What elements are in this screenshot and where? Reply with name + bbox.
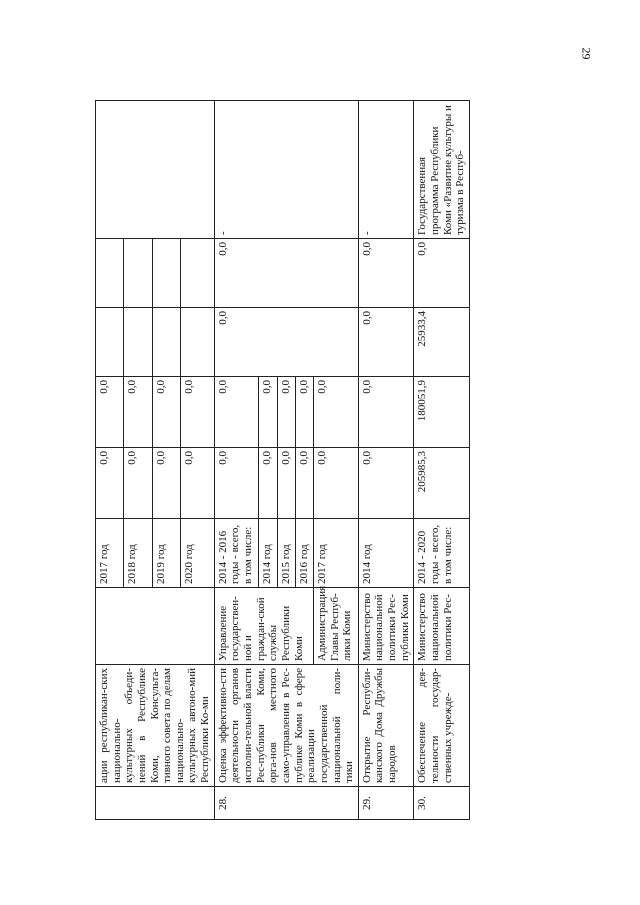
dash-cell: - [214,101,358,239]
value-cell: 0,0 [180,448,214,519]
value-cell: 0,0 [180,377,214,448]
value-cell: 0,0 [96,377,124,448]
row-30-executor: Министерство национальной политики Рес- [414,588,470,665]
value-cell: 0,0 [124,448,152,519]
value-cell: 0,0 [214,239,358,308]
value-cell: 205985,3 [414,448,470,519]
year-cell: 2019 год [152,519,180,588]
value-cell: 0,0 [295,448,313,519]
table-row [214,101,259,820]
value-cell: 25933,4 [414,308,470,377]
value-cell: 0,0 [414,239,470,308]
value-cell: 180051,9 [414,377,470,448]
value-cell: 0,0 [214,448,259,519]
year-cell: 2014 - 2020 годы - всего, в том числе: [414,519,470,588]
row-29-executor: Министерство национальной политики Рес-публики Коми [358,588,414,665]
value-cell: 0,0 [96,448,124,519]
value-cell: 0,0 [277,377,295,448]
value-cell: 0,0 [259,377,277,448]
table-row [414,101,470,820]
year-cell: 2018 год [124,519,152,588]
value-cell: 0,0 [358,377,414,448]
row-29-name: Открытие Республи-канского Дома Дружбы народов [358,665,414,787]
note-cell: Государственная программа Республики Коми «Развитие культуры и туризма в Респуб- [414,101,470,239]
year-cell: 2014 год [358,519,414,588]
year-cell: 2014 - 2016 годы - всего, в том числе: [214,519,259,588]
year-cell: 2015 год [277,519,295,588]
row-number: 29. [358,787,414,820]
value-cell: 0,0 [295,377,313,448]
rotated-table-sheet [95,100,565,820]
value-cell: 0,0 [214,377,259,448]
value-cell: 0,0 [314,377,359,448]
value-cell: 0,0 [124,377,152,448]
value-cell: 0,0 [314,448,359,519]
value-cell: 0,0 [152,448,180,519]
row-30-name: Обеспечение дея-тельности государ-ственных учрежде- [414,665,470,787]
row-28-executor-2: Администрация Главы Респуб-лики Коми [314,588,359,665]
value-cell: 0,0 [152,377,180,448]
table-row [358,101,414,820]
row-cont-name: ации республикан-ских национально-культурных объеди-нений в Республике Коми, Консульта-тивного совета по делам национально-культурных автоно-мий Республики Ко-ми [96,665,215,787]
value-cell: 0,0 [277,448,295,519]
year-cell: 2014 год [259,519,277,588]
table-row [96,101,124,820]
year-cell: 2016 год [295,519,313,588]
row-28-executor: Управление государствен-ной и граждан-ской службы Республики Коми [214,588,313,665]
row-number: 28. [214,787,358,820]
year-cell: 2017 год [96,519,124,588]
page-number: 29 [579,47,594,60]
year-cell: 2020 год [180,519,214,588]
value-cell: 0,0 [259,448,277,519]
year-cell: 2017 год [314,519,359,588]
program-table [95,100,470,820]
value-cell: 0,0 [358,308,414,377]
row-number: 30. [414,787,470,820]
dash-cell: - [358,101,414,239]
value-cell: 0,0 [214,308,358,377]
value-cell: 0,0 [358,448,414,519]
row-28-name: Оценка эффективно-сти деятельности органов исполни-тельной власти Рес-публики Коми, орга-нов местного само-управления в Рес-публике Коми в сфере реализации государственной национальной поли-тики [214,665,358,787]
value-cell: 0,0 [358,239,414,308]
